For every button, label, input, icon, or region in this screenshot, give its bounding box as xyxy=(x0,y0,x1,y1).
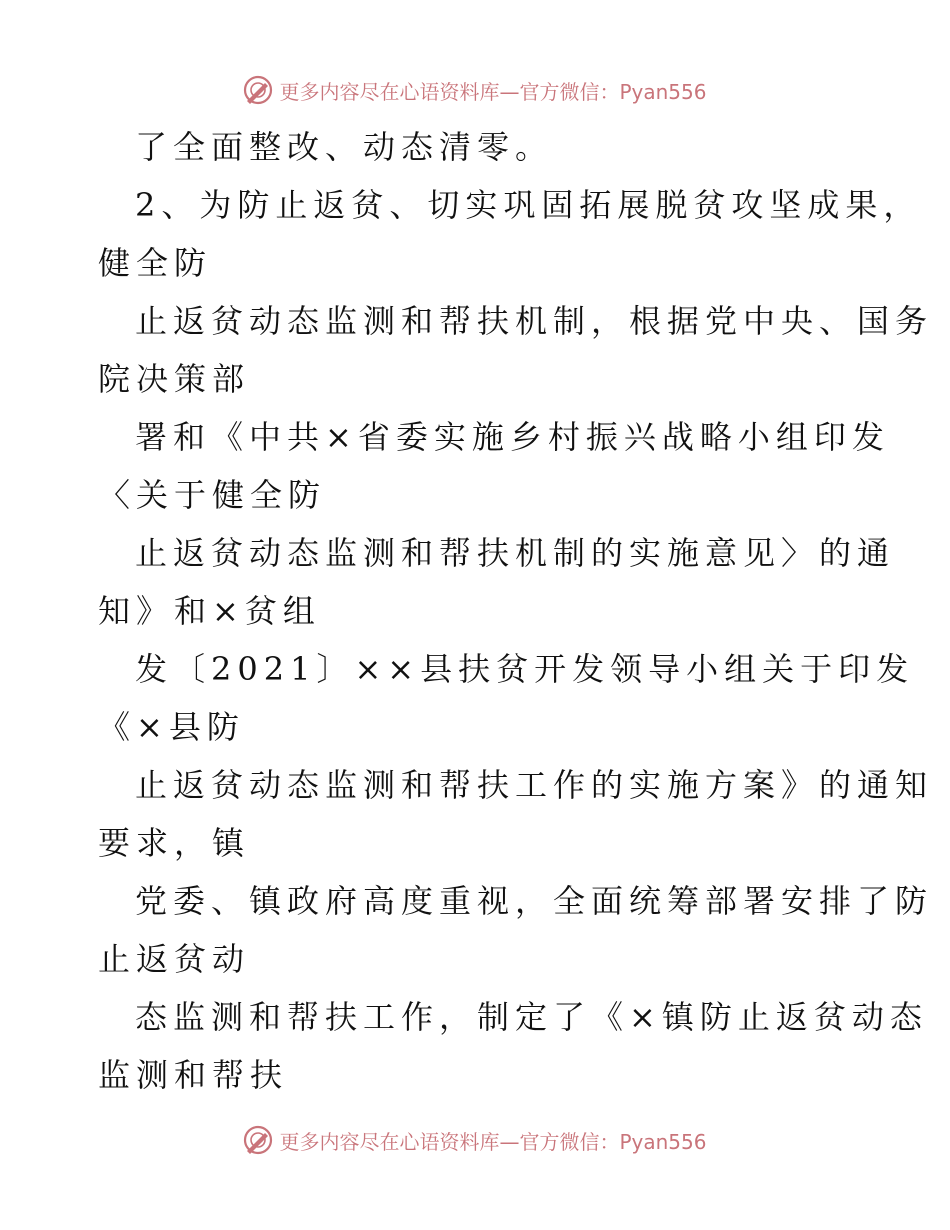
watermark-header xyxy=(0,70,950,110)
paragraph-line: 2、为防止返贫、切实巩固拓展脱贫攻坚成果， xyxy=(135,186,922,224)
paragraph-line: 健全防 xyxy=(98,244,213,282)
paragraph-line: 要求，镇 xyxy=(98,824,251,862)
paragraph-line: 止返贫动态监测和帮扶机制的实施意见〉的通 xyxy=(135,534,896,572)
paragraph-line: 党委、镇政府高度重视，全面统筹部署安排了防 xyxy=(135,882,934,920)
watermark-text: 更多内容尽在心语资料库—官方微信：Pyan556 xyxy=(279,1129,707,1154)
watermark-logo-icon xyxy=(243,75,273,105)
paragraph-line: 止返贫动态监测和帮扶工作的实施方案》的通知 xyxy=(135,766,934,804)
paragraph-line: 署和《中共×省委实施乡村振兴战略小组印发 xyxy=(135,418,890,456)
paragraph-line: 止返贫动 xyxy=(98,940,251,978)
paragraph-line: 《×县防 xyxy=(98,708,245,746)
paragraph-line: 监测和帮扶 xyxy=(98,1056,289,1094)
paragraph-line: 止返贫动态监测和帮扶机制，根据党中央、国务 xyxy=(135,302,934,340)
paragraph-line: 院决策部 xyxy=(98,360,251,398)
paragraph-line: 〈关于健全防 xyxy=(98,476,327,514)
paragraph-line: 发〔2021〕××县扶贫开发领导小组关于印发 xyxy=(135,650,915,688)
paragraph-line: 了全面整改、动态清零。 xyxy=(135,128,554,166)
paragraph-line: 态监测和帮扶工作，制定了《×镇防止返贫动态 xyxy=(135,998,928,1036)
paragraph-line: 知》和×贫组 xyxy=(98,592,321,630)
watermark-logo-icon xyxy=(243,1125,273,1155)
watermark-text: 更多内容尽在心语资料库—官方微信：Pyan556 xyxy=(279,79,707,104)
watermark-footer xyxy=(0,1120,950,1160)
